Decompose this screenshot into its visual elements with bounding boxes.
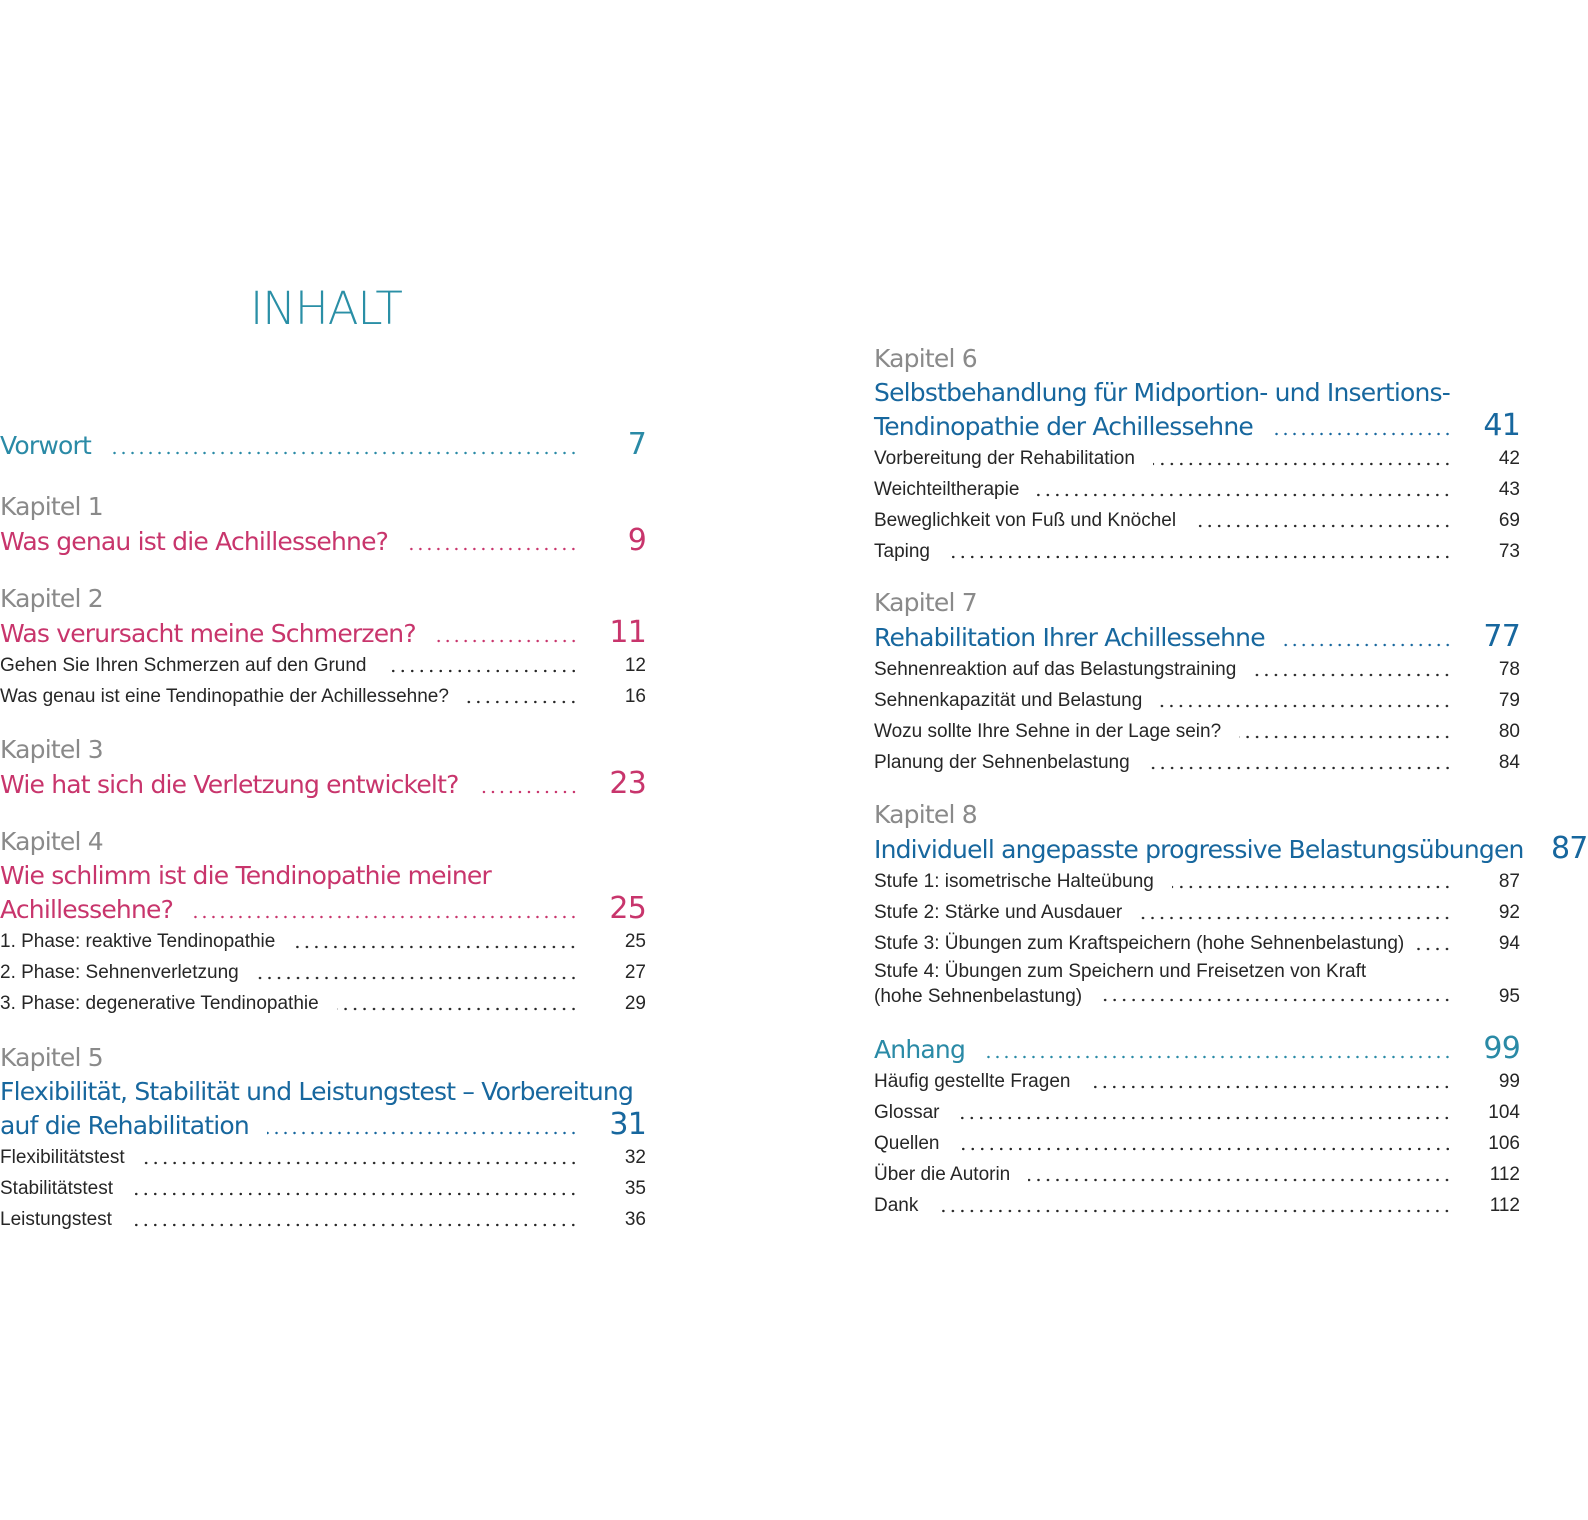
- chapter-heading-line2: Tendinopathie der Achillessehne: [874, 412, 1253, 441]
- subentry-label: 3. Phase: degenerative Tendinopathie: [0, 993, 319, 1014]
- toc-subentry[interactable]: [874, 536, 1520, 567]
- subentry-page: 42: [1498, 448, 1520, 469]
- toc-subentry[interactable]: [874, 866, 1520, 897]
- subentry-page: 73: [1498, 541, 1520, 562]
- toc-subentry[interactable]: [874, 747, 1520, 778]
- leader-dots: [267, 1131, 578, 1135]
- leader-dots: [337, 1007, 578, 1011]
- subentry-label-line1: Stufe 4: Übungen zum Speichern und Freisetzen von Kraft: [874, 961, 1367, 982]
- leader-dots: [1140, 916, 1452, 920]
- subentry-label: 1. Phase: reaktive Tendinopathie: [0, 931, 276, 952]
- leader-dots: [936, 1209, 1452, 1213]
- subentry-label: Beweglichkeit von Fuß und Knöchel: [874, 510, 1177, 531]
- toc-chapter-2[interactable]: [0, 582, 646, 712]
- subentry-page: 69: [1498, 510, 1520, 531]
- chapter-page: 31: [609, 1107, 646, 1142]
- toc-subentry[interactable]: [0, 681, 646, 712]
- leader-dots: [131, 1192, 578, 1196]
- leader-dots: [1254, 673, 1452, 677]
- subentry-page: 80: [1498, 721, 1520, 742]
- leader-dots: [406, 547, 578, 551]
- chapter-page: 9: [627, 523, 646, 558]
- anhang-page: 99: [1483, 1031, 1520, 1066]
- subentry-label: Vorbereitung der Rehabilitation: [874, 448, 1135, 469]
- leader-dots: [1239, 735, 1452, 739]
- toc-subentry[interactable]: [874, 505, 1520, 536]
- toc-right-column: [874, 342, 1588, 1221]
- toc-subentry[interactable]: [874, 928, 1520, 959]
- toc-subentry[interactable]: [874, 1190, 1520, 1221]
- toc-chapter-3[interactable]: [0, 733, 646, 801]
- chapter-number: Kapitel 2: [0, 584, 103, 613]
- chapter-page: 11: [609, 615, 646, 650]
- chapter-heading: Was genau ist die Achillessehne?: [0, 527, 389, 556]
- subentry-label: Leistungstest: [0, 1209, 112, 1230]
- subentry-page: 16: [624, 686, 646, 707]
- subentry-page: 112: [1489, 1164, 1520, 1185]
- subentry-label: Sehnenreaktion auf das Belastungstraining: [874, 659, 1237, 680]
- subentry-label: Stufe 2: Stärke und Ausdauer: [874, 902, 1123, 923]
- leader-dots: [143, 1161, 578, 1165]
- toc-subentry[interactable]: [874, 984, 1520, 1010]
- toc-subentry[interactable]: [874, 1128, 1520, 1159]
- subentry-label: Über die Autorin: [874, 1164, 1011, 1185]
- chapter-page: 77: [1483, 619, 1520, 654]
- toc-subentry[interactable]: [874, 1066, 1520, 1097]
- toc-subentry[interactable]: [0, 1204, 646, 1235]
- leader-dots: [1172, 885, 1452, 889]
- chapter-number: Kapitel 3: [0, 735, 103, 764]
- leader-dots: [1194, 524, 1452, 528]
- chapter-page: 23: [609, 766, 646, 801]
- subentry-page: 35: [624, 1178, 646, 1199]
- leader-dots: [191, 915, 578, 919]
- toc-subentry[interactable]: [0, 926, 646, 957]
- subentry-label-line2: (hohe Sehnenbelastung): [874, 986, 1083, 1007]
- chapter-heading: Wie hat sich die Verletzung entwickelt?: [0, 770, 459, 799]
- toc-entry-vorwort[interactable]: [0, 428, 646, 462]
- toc-subentry[interactable]: [874, 474, 1520, 505]
- leader-dots: [293, 945, 578, 949]
- toc-chapter-1[interactable]: [0, 490, 646, 558]
- subentry-page: 112: [1489, 1195, 1520, 1216]
- subentry-label: Stufe 3: Übungen zum Kraftspeichern (hohe Sehnenbelastung): [874, 933, 1405, 954]
- leader-dots: [1037, 493, 1452, 497]
- chapter-number: Kapitel 6: [874, 344, 977, 373]
- toc-subentry[interactable]: [0, 957, 646, 988]
- chapter-page: 41: [1483, 408, 1520, 443]
- subentry-page: 32: [624, 1147, 646, 1168]
- subentry-label: 2. Phase: Sehnenverletzung: [0, 962, 239, 983]
- subentry-page: 92: [1498, 902, 1520, 923]
- subentry-label: Glossar: [874, 1102, 940, 1123]
- chapter-number: Kapitel 7: [874, 588, 977, 617]
- subentry-label: Planung der Sehnenbelastung: [874, 752, 1130, 773]
- chapter-number: Kapitel 4: [0, 827, 103, 856]
- leader-dots: [1160, 704, 1452, 708]
- anhang-label: Anhang: [874, 1035, 966, 1064]
- toc-subentry[interactable]: [0, 1173, 646, 1204]
- leader-dots: [434, 639, 578, 643]
- toc-anhang[interactable]: [874, 1032, 1520, 1221]
- leader-dots: [130, 1223, 578, 1227]
- subentry-label: Häufig gestellte Fragen: [874, 1071, 1071, 1092]
- chapter-page: 25: [609, 891, 646, 926]
- subentry-label: Weichteiltherapie: [874, 479, 1020, 500]
- leader-dots: [958, 1147, 1453, 1151]
- subentry-page: 29: [624, 993, 646, 1014]
- subentry-page: 94: [1498, 933, 1520, 954]
- subentry-page: 87: [1498, 871, 1520, 892]
- chapter-heading-line2: Achillessehne?: [0, 895, 174, 924]
- toc-subentry[interactable]: [874, 443, 1520, 474]
- leader-dots: [1088, 1085, 1452, 1089]
- page-title: INHALT: [250, 282, 402, 335]
- chapter-heading: Was verursacht meine Schmerzen?: [0, 619, 416, 648]
- subentry-label: Quellen: [874, 1133, 940, 1154]
- chapter-heading-line2: auf die Rehabilitation: [0, 1111, 249, 1140]
- leader-dots: [467, 700, 578, 704]
- vorwort-label: Vorwort: [0, 431, 91, 460]
- leader-dots: [385, 669, 578, 673]
- leader-dots: [1283, 643, 1452, 647]
- leader-dots: [477, 790, 578, 794]
- leader-dots: [957, 1116, 1452, 1120]
- vorwort-page: 7: [627, 427, 646, 462]
- subentry-label: Flexibilitätstest: [0, 1147, 125, 1168]
- subentry-page: 43: [1498, 479, 1520, 500]
- toc-chapter-4[interactable]: [0, 825, 646, 1019]
- subentry-label: Stabilitätstest: [0, 1178, 113, 1199]
- chapter-page: 87: [1551, 831, 1588, 866]
- toc-subentry[interactable]: [874, 716, 1520, 747]
- chapter-heading-line1: Wie schlimm ist die Tendinopathie meiner: [0, 861, 491, 890]
- subentry-page: 25: [624, 931, 646, 952]
- leader-dots: [1028, 1178, 1452, 1182]
- subentry-label: Sehnenkapazität und Belastung: [874, 690, 1143, 711]
- toc-chapter-5[interactable]: [0, 1041, 646, 1235]
- leader-dots: [983, 1055, 1452, 1059]
- toc-subentry[interactable]: [0, 988, 646, 1019]
- toc-subentry[interactable]: [874, 1097, 1520, 1128]
- chapter-number: Kapitel 8: [874, 800, 977, 829]
- leader-dots: [1271, 432, 1452, 436]
- subentry-page: 99: [1498, 1071, 1520, 1092]
- subentry-label: Was genau ist eine Tendinopathie der Achillessehne?: [0, 686, 449, 707]
- toc-subentry[interactable]: [874, 1159, 1520, 1190]
- subentry-page: 36: [624, 1209, 646, 1230]
- leader-dots: [1100, 998, 1452, 1002]
- subentry-label: Wozu sollte Ihre Sehne in der Lage sein?: [874, 721, 1222, 742]
- leader-dots: [109, 451, 578, 455]
- leader-dots: [257, 976, 578, 980]
- subentry-page: 104: [1488, 1102, 1520, 1123]
- toc-subentry[interactable]: [0, 650, 646, 681]
- subentry-label: Stufe 1: isometrische Halteübung: [874, 871, 1154, 892]
- subentry-label: Dank: [874, 1195, 919, 1216]
- toc-subentry[interactable]: [0, 1142, 646, 1173]
- subentry-page: 84: [1498, 752, 1520, 773]
- toc-chapter-7[interactable]: [874, 586, 1520, 778]
- subentry-page: 106: [1488, 1133, 1520, 1154]
- toc-subentry[interactable]: [874, 685, 1520, 716]
- chapter-number: Kapitel 5: [0, 1043, 103, 1072]
- toc-chapter-6[interactable]: [874, 342, 1520, 567]
- leader-dots: [1148, 766, 1452, 770]
- subentry-label: Taping: [874, 541, 930, 562]
- toc-subentry[interactable]: [874, 654, 1520, 685]
- chapter-heading: Rehabilitation Ihrer Achillessehne: [874, 623, 1265, 652]
- subentry-page: 78: [1498, 659, 1520, 680]
- chapter-heading: Individuell angepasste progressive Belastungsübungen: [874, 835, 1524, 864]
- chapter-heading-line1: Flexibilität, Stabilität und Leistungstest – Vorbereitung: [0, 1077, 634, 1106]
- chapter-number: Kapitel 1: [0, 492, 103, 521]
- subentry-page: 95: [1498, 986, 1520, 1007]
- leader-dots: [1414, 947, 1452, 951]
- leader-dots: [948, 555, 1452, 559]
- subentry-page: 27: [624, 962, 646, 983]
- leader-dots: [1153, 462, 1452, 466]
- chapter-heading-line1: Selbstbehandlung für Midportion- und Insertions-: [874, 378, 1450, 407]
- subentry-page: 79: [1498, 690, 1520, 711]
- subentry-page: 12: [624, 655, 646, 676]
- toc-chapter-8[interactable]: [874, 798, 1588, 1010]
- subentry-label: Gehen Sie Ihren Schmerzen auf den Grund: [0, 655, 367, 676]
- toc-subentry-line1[interactable]: [874, 959, 1520, 984]
- toc-subentry[interactable]: [874, 897, 1520, 928]
- toc-left-column: [0, 428, 646, 1235]
